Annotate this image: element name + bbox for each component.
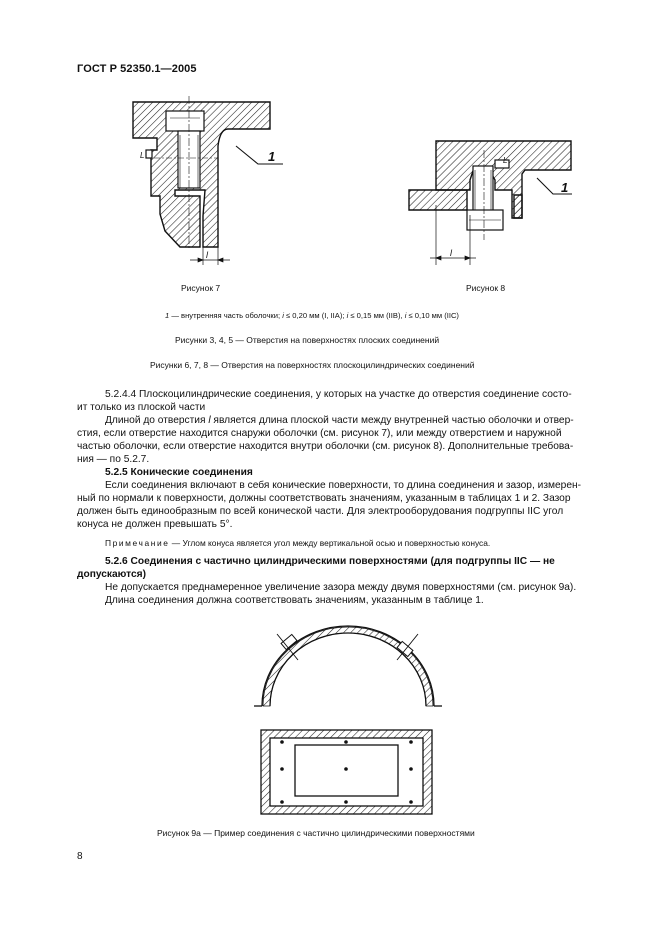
- fig7-marker: L: [140, 151, 145, 160]
- para-5-2-6-line2: Длина соединения должна соответствовать значениям, указанным в таблице 1.: [105, 595, 484, 606]
- fig7-dim-label: l: [206, 250, 208, 260]
- para-5-2-4-4-line1: 5.2.4.4 Плоскоцилиндрические соединения, у которых на участке до отверстия соединение состо-: [105, 389, 572, 400]
- note: [105, 538, 490, 548]
- legend-text-2: ≤ 0,20 мм (I, IIA);: [283, 311, 347, 320]
- heading-5-2-6-line2: допускаются): [77, 569, 146, 580]
- para-length-line4: ния — по 5.2.7.: [77, 454, 150, 465]
- para-5-2-4-4-line2: ит только из плоской части: [77, 402, 206, 413]
- para-5-2-5-line1: Если соединения включают в себя конические поверхности, то длина соединения и зазор, измерен-: [105, 480, 582, 491]
- legend-var-2: i: [346, 311, 349, 320]
- para-5-2-5-line2: ный по нормали к поверхности, должны соответствовать значениям, указанным в таблицах 1 и 2. Зазор: [77, 493, 571, 504]
- para-length-var: l: [208, 415, 211, 426]
- note-text: — Углом конуса является угол между вертикальной осью и поверхностью конуса.: [169, 538, 491, 548]
- para-5-2-6-line1: Не допускается преднамеренное увеличение зазора между двумя поверхностями (см. рисунок 9а).: [105, 582, 577, 593]
- legend-var-1: i: [282, 311, 284, 320]
- para-length-line3: частью оболочки, если отверстие находится внутри оболочки (см. рисунок 8). Дополнительные требова-: [77, 441, 574, 452]
- para-5-2-5-line3: должен быть единообразным по всей конической части. Для электрооборудования подгруппы IIC угол: [77, 506, 564, 517]
- para-length-line2: стия, если отверстие находится снаружи оболочки (см. рисунок 7), или между отверстием и наружной: [77, 428, 562, 439]
- fig8-caption: Рисунок 8: [466, 283, 506, 293]
- fig8-gap-label: L: [503, 156, 508, 165]
- fig8-callout: 1: [561, 180, 569, 195]
- legend-var-3: i: [404, 311, 407, 320]
- legend-num: 1: [165, 311, 170, 320]
- legend-text-3: ≤ 0,15 мм (IIB),: [348, 311, 405, 320]
- fig7-callout: 1: [268, 149, 276, 164]
- figure-9a-arc: [254, 626, 442, 706]
- fig8-dim-label: l: [450, 248, 452, 258]
- heading-5-2-5: 5.2.5 Конические соединения: [105, 467, 253, 478]
- note-label: Примечание: [105, 538, 170, 548]
- legend-text-4: ≤ 0,10 мм (IIC): [406, 311, 459, 320]
- heading-5-2-6-line1: 5.2.6 Соединения с частично цилиндрическими поверхностями (для подгруппы IIC — не: [105, 556, 555, 567]
- figure-legend: [165, 311, 565, 320]
- para-length-text-a: Длиной до отверстия: [105, 415, 209, 426]
- page-number: 8: [77, 851, 83, 862]
- legend-text-1: — внутренняя часть оболочки;: [169, 311, 283, 320]
- caption-figures-3-4-5: Рисунки 3, 4, 5 — Отверстия на поверхностях плоских соединений: [175, 335, 440, 345]
- caption-figure-9a: Рисунок 9а — Пример соединения с частично цилиндрическими поверхностями: [157, 828, 475, 838]
- para-5-2-5-line4: конуса не должен превышать 5°.: [77, 519, 233, 530]
- fig7-caption: Рисунок 7: [181, 283, 221, 293]
- para-length-line1: [77, 414, 587, 427]
- document-header: ГОСТ Р 52350.1—2005: [77, 63, 197, 75]
- para-length-text-b: является длина плоской части между внутренней частью оболочки и отвер-: [210, 415, 574, 426]
- caption-figures-6-7-8: Рисунки 6, 7, 8 — Отверстия на поверхностях плоскоцилиндрических соединений: [150, 360, 475, 370]
